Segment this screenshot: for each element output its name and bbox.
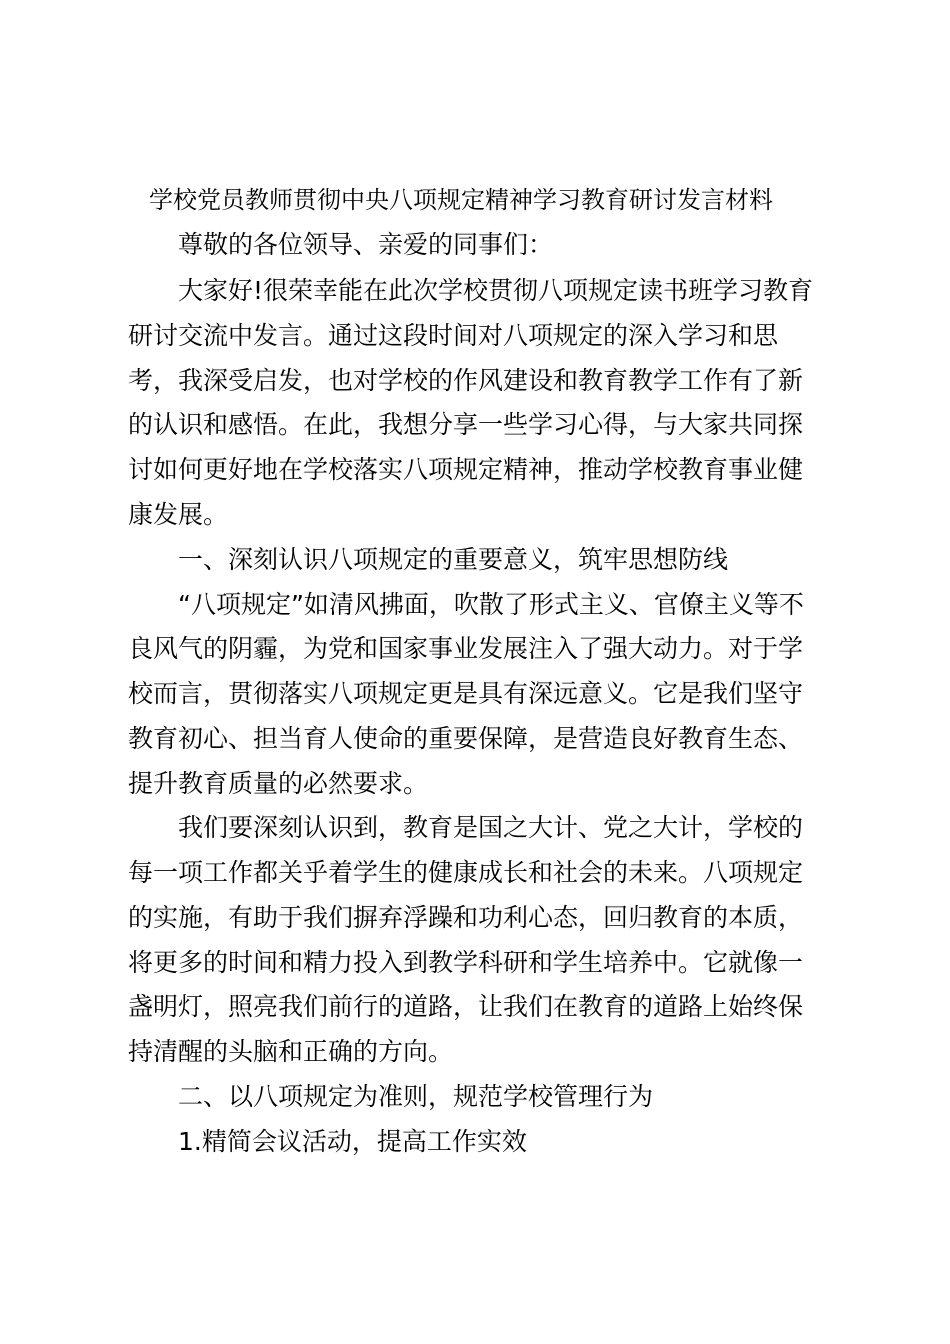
paragraph-line: 将更多的时间和精力投入到教学科研和学生培养中。它就像一 bbox=[128, 948, 804, 977]
paragraph-line: 持清醒的头脑和正确的方向。 bbox=[128, 1037, 454, 1066]
paragraph-line: 教育初心、担当育人使命的重要保障，是营造良好教育生态、 bbox=[128, 724, 804, 753]
section-heading: 一、深刻认识八项规定的重要意义，筑牢思想防线 bbox=[178, 545, 729, 574]
paragraph-line: 提升教育质量的必然要求。 bbox=[128, 769, 429, 798]
document-title: 学校党员教师贯彻中央八项规定精神学习教育研讨发言材料 bbox=[149, 186, 773, 214]
paragraph-line: 的认识和感悟。在此，我想分享一些学习心得，与大家共同探 bbox=[128, 410, 804, 439]
salutation: 尊敬的各位领导、亲爱的同事们： bbox=[178, 230, 554, 259]
subsection-heading: 1.精简会议活动，提高工作实效 bbox=[178, 1127, 527, 1156]
paragraph-line: 大家好!很荣幸能在此次学校贯彻八项规定读书班学习教育 bbox=[178, 276, 814, 305]
paragraph-line: 的实施，有助于我们摒弃浮躁和功利心态，回归教育的本质， bbox=[128, 903, 804, 932]
section-heading: 二、以八项规定为准则，规范学校管理行为 bbox=[178, 1082, 654, 1111]
paragraph-line: 每一项工作都关乎着学生的健康成长和社会的未来。八项规定 bbox=[128, 858, 804, 887]
paragraph-line: 讨如何更好地在学校落实八项规定精神，推动学校教育事业健 bbox=[128, 455, 804, 484]
paragraph-line: 康发展。 bbox=[128, 500, 229, 529]
paragraph-line: 盏明灯，照亮我们前行的道路，让我们在教育的道路上始终保 bbox=[128, 992, 804, 1021]
paragraph-line: 校而言，贯彻落实八项规定更是具有深远意义。它是我们坚守 bbox=[128, 679, 804, 708]
paragraph-line: 良风气的阴霾，为党和国家事业发展注入了强大动力。对于学 bbox=[128, 634, 804, 663]
paragraph-line: 研讨交流中发言。通过这段时间对八项规定的深入学习和思 bbox=[128, 321, 779, 350]
paragraph-line: 我们要深刻认识到，教育是国之大计、党之大计，学校的 bbox=[178, 813, 804, 842]
paragraph-line: “八项规定”如清风拂面，吹散了形式主义、官僚主义等不 bbox=[178, 590, 804, 619]
paragraph-line: 考，我深受启发，也对学校的作风建设和教育教学工作有了新 bbox=[128, 366, 804, 395]
